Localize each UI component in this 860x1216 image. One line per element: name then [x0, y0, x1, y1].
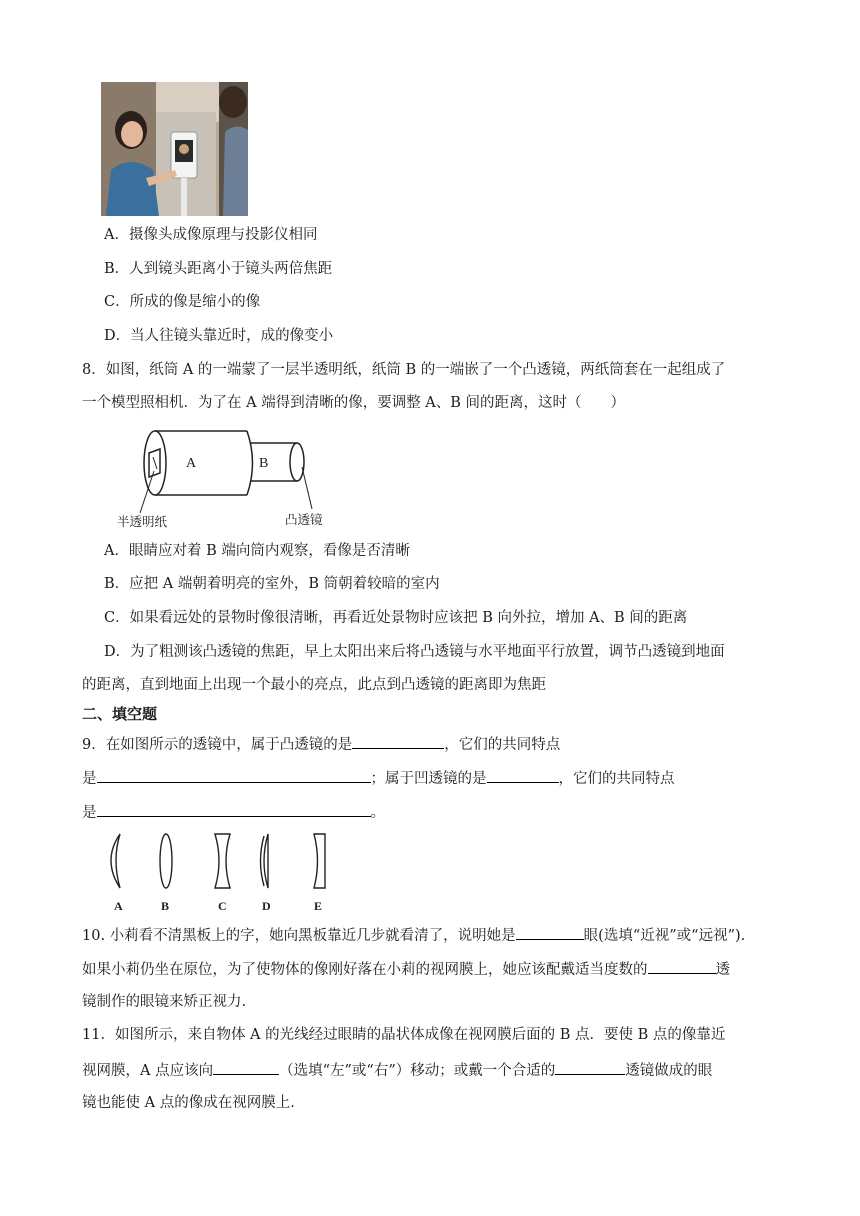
- q10-text-2: 如果小莉仍坐在原位，为了使物体的像刚好落在小莉的视网膜上，她应该配戴适当度数的: [82, 962, 648, 978]
- q11-blank-lens[interactable]: [555, 1059, 625, 1075]
- q9-text-common-2: ，它们的共同特点: [558, 771, 675, 787]
- q8-option-a: A．眼睛应对着 B 端向筒内观察，看像是否清晰: [104, 543, 410, 559]
- q11-line3: 镜也能使 A 点的像成在视网膜上．: [82, 1095, 305, 1111]
- q8-stem-line1: 8．如图，纸筒 A 的一端蒙了一层半透明纸，纸筒 B 的一端嵌了一个凸透镜，两纸筒套在一起组成了: [82, 362, 726, 378]
- q9-line1: [82, 733, 560, 755]
- q10-stem-text: 10. 小莉看不清黑板上的字，她向黑板靠近几步就看清了，说明她是: [82, 928, 516, 944]
- q8-figure-label-a: A: [186, 456, 197, 471]
- q11-text-1: 视网膜，A 点应该向: [82, 1063, 214, 1079]
- q9-blank-convex[interactable]: [352, 733, 444, 749]
- q9-lens-label-c: C: [218, 899, 227, 913]
- q10-blank-eye-type[interactable]: [516, 924, 584, 940]
- q7-option-c: C．所成的像是缩小的像: [104, 294, 261, 310]
- q7-option-b: B．人到镜头距离小于镜头两倍焦距: [104, 261, 333, 277]
- q10-text-tou: 透: [715, 962, 730, 978]
- q9-lens-label-b: B: [161, 899, 170, 913]
- q9-text-period: 。: [370, 805, 385, 821]
- q8-camera-model-figure: [112, 425, 342, 535]
- q8-figure-label-b: B: [259, 456, 269, 471]
- q9-blank-concave-feature[interactable]: [97, 801, 371, 817]
- q10-line3: 镜制作的眼镜来矫正视力.: [82, 994, 247, 1010]
- q8-stem-line2: 一个模型照相机．为了在 A 端得到清晰的像，要调整 A、B 间的距离，这时（ ）: [82, 395, 626, 411]
- q10-blank-lens-type[interactable]: [648, 958, 716, 974]
- q9-lens-label-e: E: [314, 899, 323, 913]
- q9-text-shi-2: 是: [82, 805, 97, 821]
- q8-option-c: C．如果看远处的景物时像很清晰，再看近处景物时应该把 B 向外拉，增加 A、B 间的距离: [104, 610, 688, 626]
- q9-line2: [82, 767, 675, 789]
- q9-blank-concave[interactable]: [487, 767, 559, 783]
- q10-line1: [82, 924, 745, 946]
- section-heading-fill-in: 二、填空题: [82, 705, 158, 723]
- q11-blank-direction[interactable]: [213, 1059, 279, 1075]
- q9-lens-label-a: A: [114, 899, 123, 913]
- q9-line3: [82, 801, 385, 823]
- q8-option-d: D．为了粗测该凸透镜的焦距，早上太阳出来后将凸透镜与水平地面平行放置，调节凸透镜到地面: [104, 644, 725, 660]
- q9-lenses-figure: [98, 828, 338, 918]
- q7-option-d: D．当人往镜头靠近时，成的像变小: [104, 328, 334, 344]
- face-recognition-photo: [101, 82, 248, 216]
- q11-text-3: 透镜做成的眼: [625, 1063, 713, 1079]
- q8-option-b: B．应把 A 端朝着明亮的室外，B 筒朝着较暗的室内: [104, 576, 440, 592]
- q11-line1: 11．如图所示，来自物体 A 的光线经过眼睛的晶状体成像在视网膜后面的 B 点．要使 B 点的像靠近: [82, 1027, 726, 1043]
- q10-text-options: 眼(选填“近视”或“远视”).: [583, 928, 746, 944]
- q9-blank-convex-feature[interactable]: [97, 767, 371, 783]
- q11-text-2: （选填“左”或“右”）移动；或戴一个合适的: [279, 1063, 556, 1079]
- q9-lens-label-d: D: [262, 899, 271, 913]
- q9-stem-text: 9．在如图所示的透镜中，属于凸透镜的是: [82, 737, 353, 753]
- q10-line2: [82, 958, 730, 980]
- q9-text-common-1: ，它们的共同特点: [444, 737, 561, 753]
- q7-option-a: A．摄像头成像原理与投影仪相同: [104, 227, 318, 243]
- q11-line2: [82, 1059, 712, 1081]
- q8-figure-caption-paper: 半透明纸: [117, 514, 168, 529]
- q8-option-d-continued: 的距离，直到地面上出现一个最小的亮点，此点到凸透镜的距离即为焦距: [82, 677, 546, 693]
- q9-text-shi: 是: [82, 771, 97, 787]
- q9-text-concave: ；属于凹透镜的是: [370, 771, 487, 787]
- q8-figure-caption-lens: 凸透镜: [285, 512, 323, 527]
